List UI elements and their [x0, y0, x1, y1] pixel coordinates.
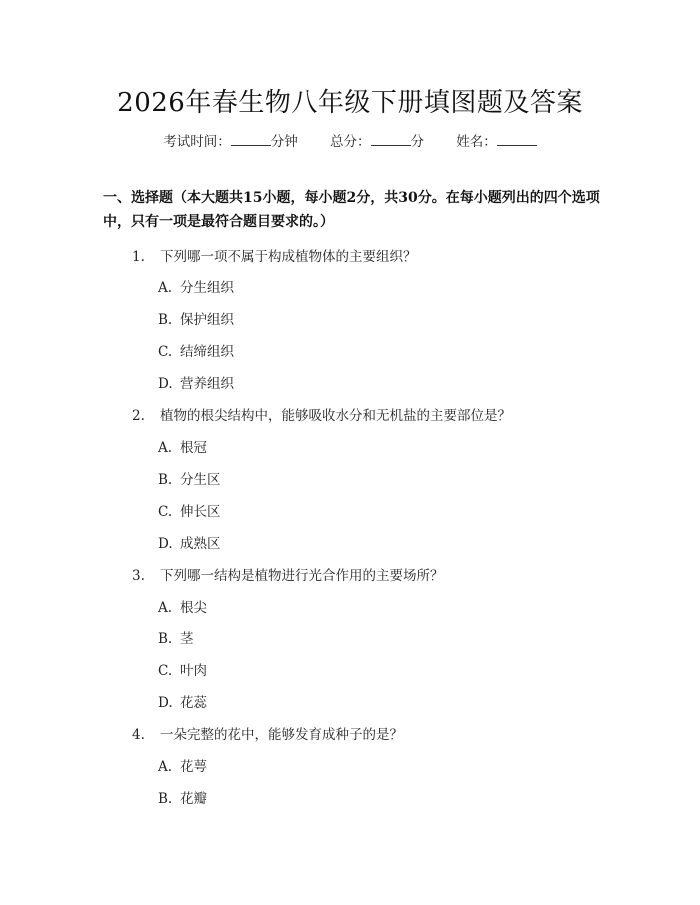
exam-time-label: 考试时间：	[163, 134, 231, 150]
question-number: 4.	[132, 727, 145, 743]
option-label: B.	[158, 472, 173, 488]
question-number: 3.	[132, 568, 145, 584]
total-score-blank	[371, 133, 411, 146]
option-text: 分生组织	[180, 280, 234, 296]
option-text: 根冠	[180, 440, 207, 456]
question-2-option-b	[158, 468, 221, 488]
option-label: B.	[158, 791, 173, 807]
option-label: C.	[158, 344, 173, 360]
option-label: C.	[158, 504, 173, 520]
option-text: 成熟区	[180, 536, 221, 552]
option-text: 花瓣	[180, 791, 207, 807]
section-heading: 一、选择题（本大题共15小题，每小题2分，共30分。在每小题列出的四个选项中，只有一项是最符合题目要求的。）	[103, 190, 600, 230]
option-text: 伸长区	[180, 504, 221, 520]
question-text: 下列哪一项不属于构成植物体的主要组织？	[160, 249, 417, 265]
question-3-option-b	[158, 627, 194, 647]
question-1-option-c	[158, 340, 234, 360]
question-1-option-d	[158, 372, 234, 392]
option-label: C.	[158, 663, 173, 679]
total-score-label: 总分：	[330, 134, 371, 150]
student-name-field	[456, 134, 537, 150]
option-text: 花萼	[180, 759, 207, 775]
exam-time-blank	[231, 133, 271, 146]
question-4-option-a	[158, 755, 207, 775]
question-2-option-c	[158, 500, 221, 520]
option-label: A.	[158, 440, 173, 456]
question-4-option-b	[158, 787, 207, 807]
page-title: 2026年春生物八年级下册填图题及答案	[117, 88, 583, 118]
question-2	[132, 404, 511, 424]
question-2-option-a	[158, 436, 207, 456]
question-3	[132, 564, 444, 584]
question-text: 植物的根尖结构中，能够吸收水分和无机盐的主要部位是？	[160, 408, 511, 424]
option-label: A.	[158, 280, 173, 296]
option-text: 保护组织	[180, 312, 234, 328]
question-2-option-d	[158, 532, 221, 552]
student-name-blank	[497, 133, 537, 146]
option-text: 花蕊	[180, 695, 207, 711]
option-text: 结缔组织	[180, 344, 234, 360]
question-4	[132, 723, 403, 743]
exam-info-line	[0, 130, 700, 150]
question-text: 一朵完整的花中，能够发育成种子的是？	[160, 727, 403, 743]
exam-time-field	[163, 134, 302, 150]
question-3-option-d	[158, 691, 207, 711]
question-text: 下列哪一结构是植物进行光合作用的主要场所？	[160, 568, 444, 584]
option-label: B.	[158, 631, 173, 647]
total-score-field	[330, 134, 428, 150]
question-1-option-a	[158, 276, 234, 296]
option-label: D.	[158, 376, 173, 392]
option-label: D.	[158, 536, 173, 552]
question-1-option-b	[158, 308, 234, 328]
option-label: B.	[158, 312, 173, 328]
option-text: 根尖	[180, 600, 207, 616]
option-text: 营养组织	[180, 376, 234, 392]
option-text: 茎	[180, 631, 194, 647]
option-text: 叶肉	[180, 663, 207, 679]
question-number: 1.	[132, 249, 145, 265]
option-label: A.	[158, 759, 173, 775]
question-3-option-a	[158, 596, 207, 616]
option-text: 分生区	[180, 472, 221, 488]
student-name-label: 姓名：	[456, 134, 497, 150]
option-label: A.	[158, 600, 173, 616]
question-3-option-c	[158, 659, 207, 679]
question-number: 2.	[132, 408, 145, 424]
exam-time-unit: 分钟	[270, 134, 298, 150]
option-label: D.	[158, 695, 173, 711]
question-1	[132, 245, 417, 265]
total-score-unit: 分	[410, 134, 424, 150]
